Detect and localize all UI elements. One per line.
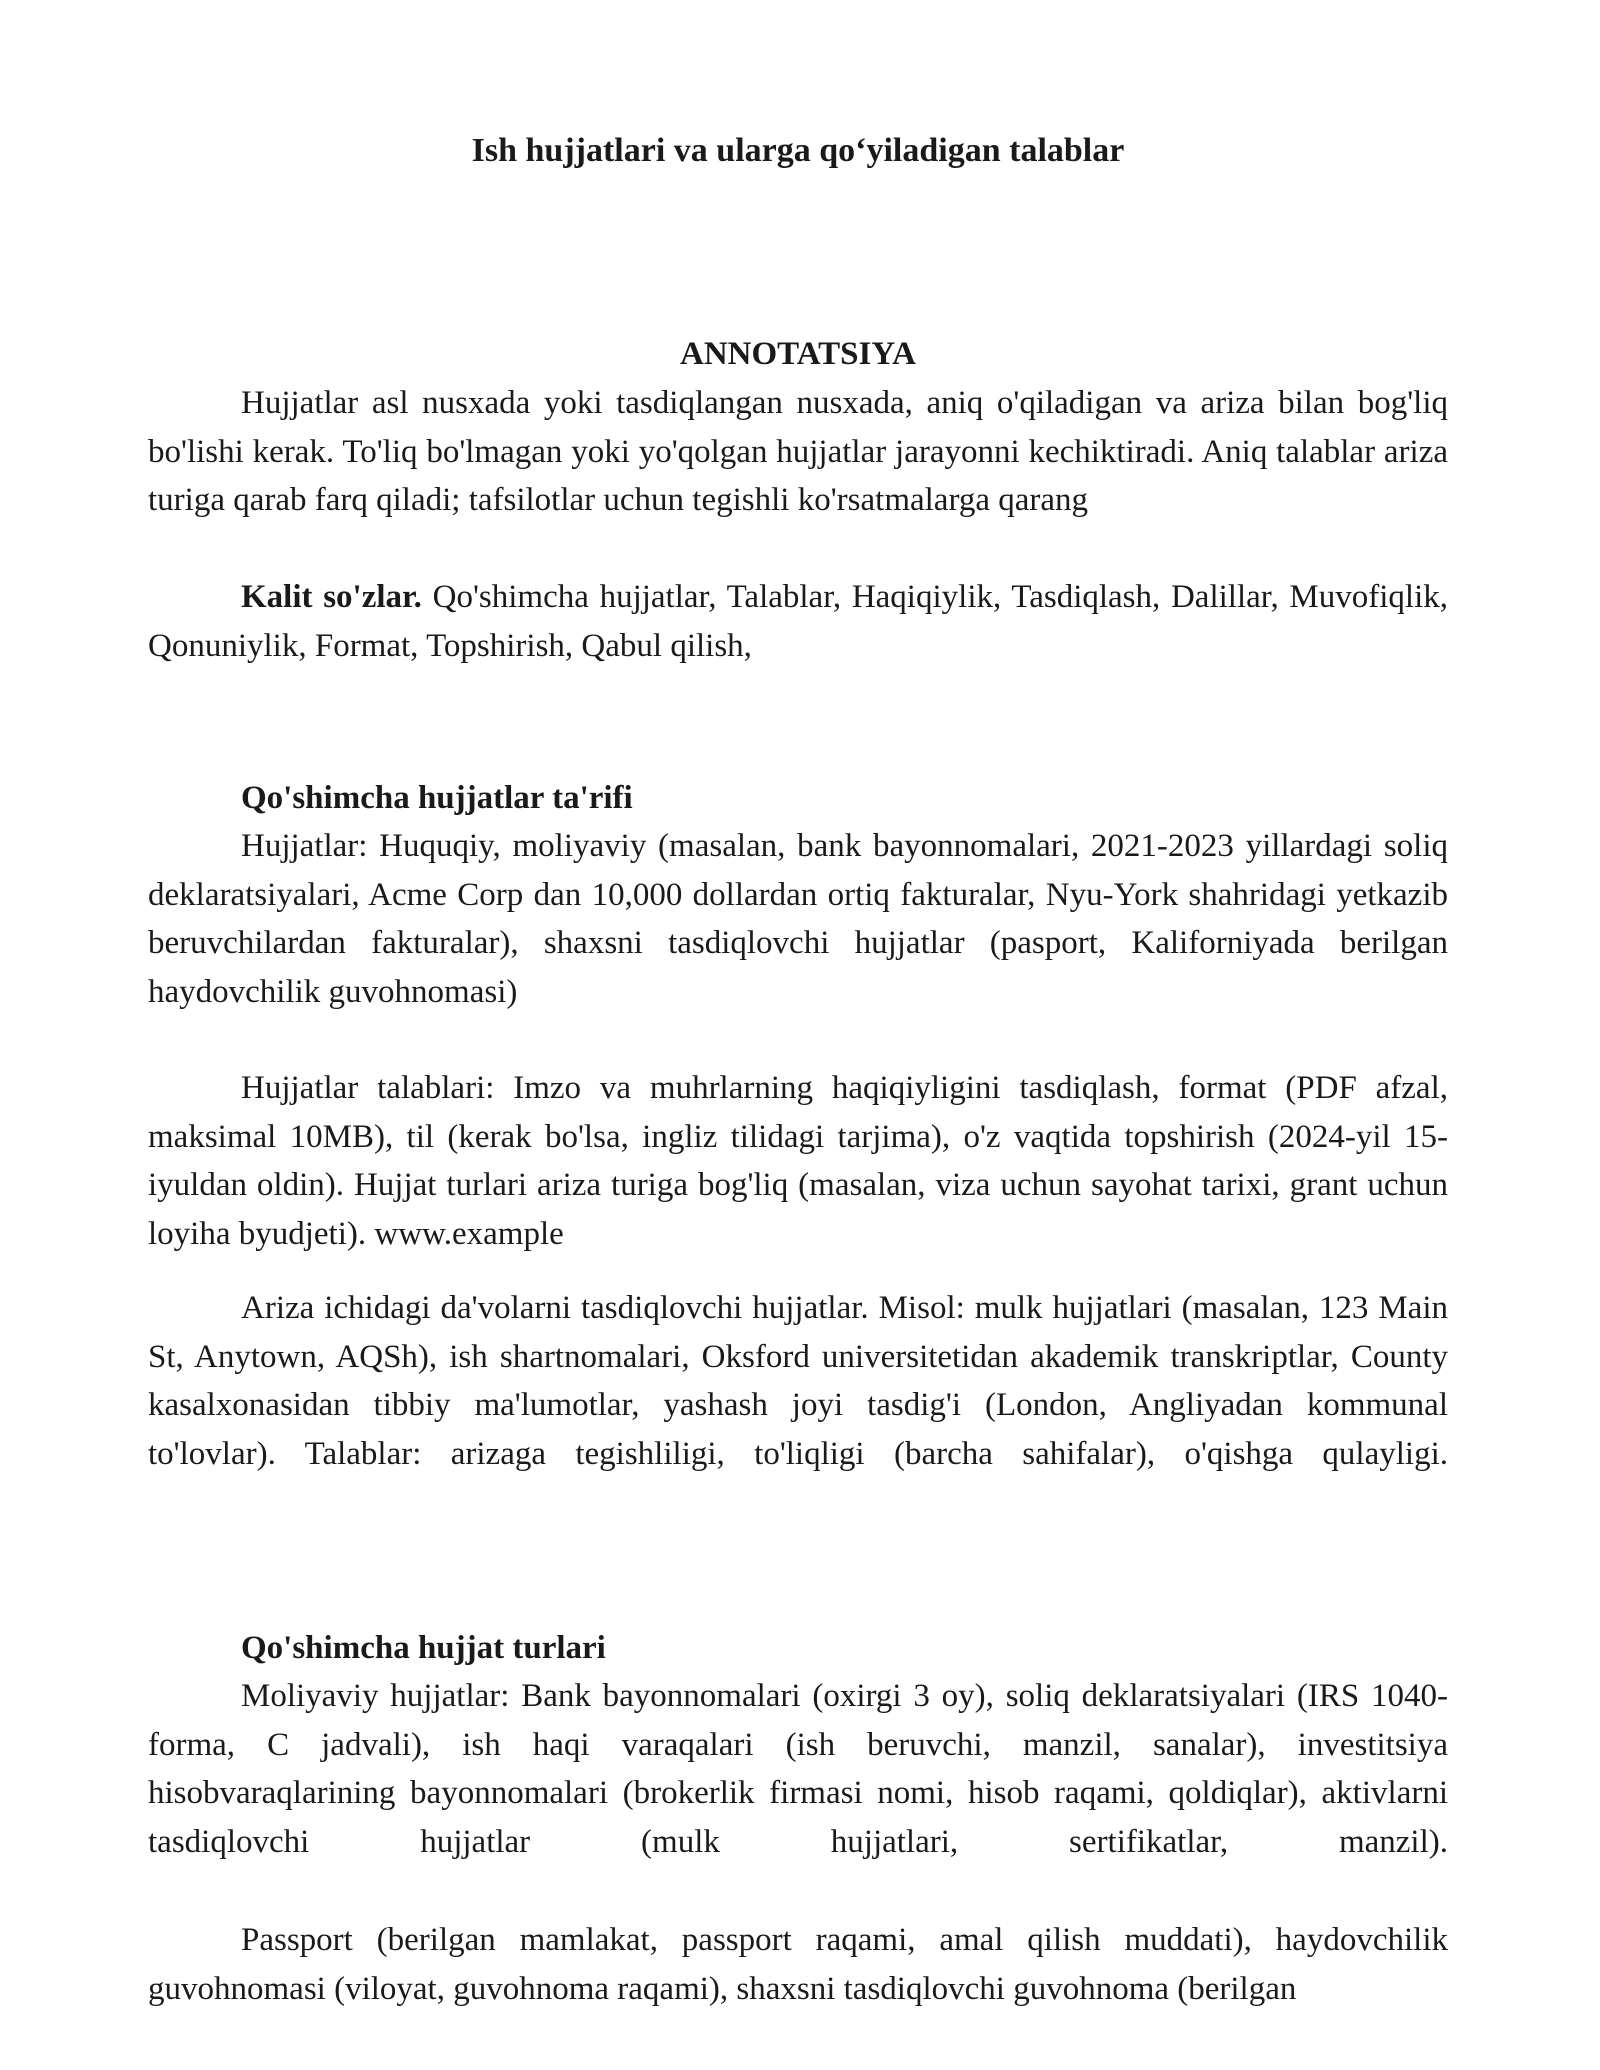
definition-paragraph-1: Hujjatlar: Huquqiy, moliyaviy (masalan, bank bayonnomalari, 2021-2023 yillardagi soliq deklaratsiyalari, Acme Corp dan 10,000 dollardan ortiq fakturalar, Nyu-York shahridagi yetkazib beruvchilardan fakturalar), shaxsni tasdiqlovchi hujjatlar (pasport, Kaliforniyada berilgan haydovchilik guvohnomasi): [148, 828, 1448, 1010]
definition-paragraph-2: Hujjatlar talablari: Imzo va muhrlarning haqiqiyligini tasdiqlash, format (PDF afzal, maksimal 10MB), til (kerak bo'lsa, ingliz tilidagi tarjima), o'z vaqtida topshirish (2024-yil 15-iyuldan oldin). Hujjat turlari ariza turiga bog'liq (masalan, viza uchun sayohat tarixi, grant uchun loyiha byudjeti). www.example: [148, 1070, 1448, 1252]
annotation-heading: ANNOTATSIYA: [680, 336, 916, 372]
types-paragraph-2: Passport (berilgan mamlakat, passport raqami, amal qilish muddati), haydovchilik guvohnomasi (viloyat, guvohnoma raqami), shaxsni tasdiqlovchi guvohnoma (berilgan: [148, 1922, 1448, 2007]
keywords-text: Qo'shimcha hujjatlar, Talablar, Haqiqiylik, Tasdiqlash, Dalillar, Muvofiqlik, Qonuniylik, Format, Topshirish, Qabul qilish,: [148, 579, 1448, 664]
annotation-paragraph: Hujjatlar asl nusxada yoki tasdiqlangan nusxada, aniq o'qiladigan va ariza bilan bog'liq bo'lishi kerak. To'liq bo'lmagan yoki yo'qolgan hujjatlar jarayonni kechiktiradi. Aniq talablar ariza turiga qarab farq qiladi; tafsilotlar uchun tegishli ko'rsatmalarga qarang: [148, 385, 1448, 518]
types-paragraph-1: Moliyaviy hujjatlar: Bank bayonnomalari (oxirgi 3 oy), soliq deklaratsiyalari (IRS 1040-forma, C jadvali), ish haqi varaqalari (ish beruvchi, manzil, sanalar), investitsiya hisobvaraqlarining bayonnomalari (brokerlik firmasi nomi, hisob raqami, qoldiqlar), aktivlarni tasdiqlovchi hujjatlar (mulk hujjatlari, sertifikatlar, manzil).: [148, 1678, 1448, 1860]
definition-paragraph-3: Ariza ichidagi da'volarni tasdiqlovchi hujjatlar. Misol: mulk hujjatlari (masalan, 123 Main St, Anytown, AQSh), ish shartnomalari, Oksford universitetidan akademik transkriptlar, County kasalxonasidan tibbiy ma'lumotlar, yashash joyi tasdig'i (London, Angliyadan kommunal to'lovlar). Talablar: arizaga tegishliligi, to'liqligi (barcha sahifalar), o'qishga qulayligi.: [148, 1290, 1448, 1472]
section-heading-definition: Qo'shimcha hujjatlar ta'rifi: [241, 780, 633, 816]
keywords-paragraph: [148, 573, 1448, 670]
section-heading-types: Qo'shimcha hujjat turlari: [241, 1630, 606, 1666]
document-title: Ish hujjatlari va ularga qo‘yiladigan talablar: [471, 132, 1125, 169]
keywords-label: Kalit so'zlar.: [241, 579, 422, 615]
